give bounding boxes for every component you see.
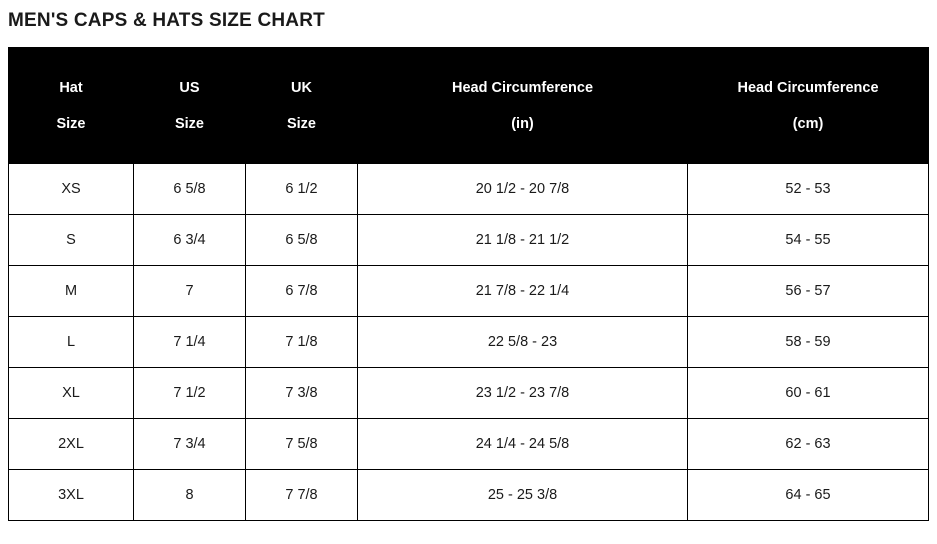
column-header-line1: UK [291,79,312,96]
cell-uk-size: 6 7/8 [246,266,358,317]
column-header-head-circumference-in [358,48,688,164]
size-chart-page [0,9,937,544]
cell-hat-size: 3XL [9,470,134,521]
page-title: MEN'S CAPS & HATS SIZE CHART [8,10,325,31]
cell-head-circumference-in: 20 1/2 - 20 7/8 [358,164,688,215]
column-header-line2: (in) [511,115,534,132]
table-row [9,317,929,368]
table-header [9,48,929,164]
cell-head-circumference-in: 23 1/2 - 23 7/8 [358,368,688,419]
cell-head-circumference-cm: 62 - 63 [688,419,929,470]
table-row [9,419,929,470]
cell-uk-size: 6 5/8 [246,215,358,266]
cell-hat-size: M [9,266,134,317]
table-row [9,215,929,266]
cell-head-circumference-cm: 54 - 55 [688,215,929,266]
table-row [9,164,929,215]
column-header-line2: Size [286,115,316,132]
cell-head-circumference-in: 21 1/8 - 21 1/2 [358,215,688,266]
cell-uk-size: 7 3/8 [246,368,358,419]
cell-head-circumference-in: 21 7/8 - 22 1/4 [358,266,688,317]
cell-uk-size: 6 1/2 [246,164,358,215]
column-header-line2: Size [174,115,204,132]
cell-hat-size: XS [9,164,134,215]
table-body [9,164,929,521]
column-header-line1: US [179,79,200,96]
table-row [9,266,929,317]
column-header-us-size [134,48,246,164]
cell-us-size: 7 3/4 [134,419,246,470]
cell-us-size: 7 1/4 [134,317,246,368]
cell-head-circumference-in: 24 1/4 - 24 5/8 [358,419,688,470]
cell-us-size: 6 5/8 [134,164,246,215]
column-header-uk-size [246,48,358,164]
column-header-line2: Size [56,115,86,132]
column-header-line1: Head Circumference [737,79,879,96]
cell-head-circumference-in: 25 - 25 3/8 [358,470,688,521]
column-header-line2: (cm) [792,115,824,132]
cell-head-circumference-cm: 60 - 61 [688,368,929,419]
table-header-row [9,48,929,164]
cell-head-circumference-cm: 52 - 53 [688,164,929,215]
table-row [9,368,929,419]
cell-hat-size: XL [9,368,134,419]
cell-head-circumference-cm: 58 - 59 [688,317,929,368]
cell-head-circumference-cm: 56 - 57 [688,266,929,317]
cell-us-size: 6 3/4 [134,215,246,266]
size-chart-table [8,47,929,521]
cell-us-size: 8 [134,470,246,521]
column-header-line1: Hat [59,79,83,96]
cell-head-circumference-in: 22 5/8 - 23 [358,317,688,368]
column-header-line1: Head Circumference [451,79,594,96]
cell-uk-size: 7 7/8 [246,470,358,521]
cell-us-size: 7 [134,266,246,317]
cell-us-size: 7 1/2 [134,368,246,419]
column-header-head-circumference-cm [688,48,929,164]
cell-hat-size: L [9,317,134,368]
cell-hat-size: 2XL [9,419,134,470]
cell-hat-size: S [9,215,134,266]
table-row [9,470,929,521]
column-header-hat-size [9,48,134,164]
cell-head-circumference-cm: 64 - 65 [688,470,929,521]
cell-uk-size: 7 1/8 [246,317,358,368]
cell-uk-size: 7 5/8 [246,419,358,470]
